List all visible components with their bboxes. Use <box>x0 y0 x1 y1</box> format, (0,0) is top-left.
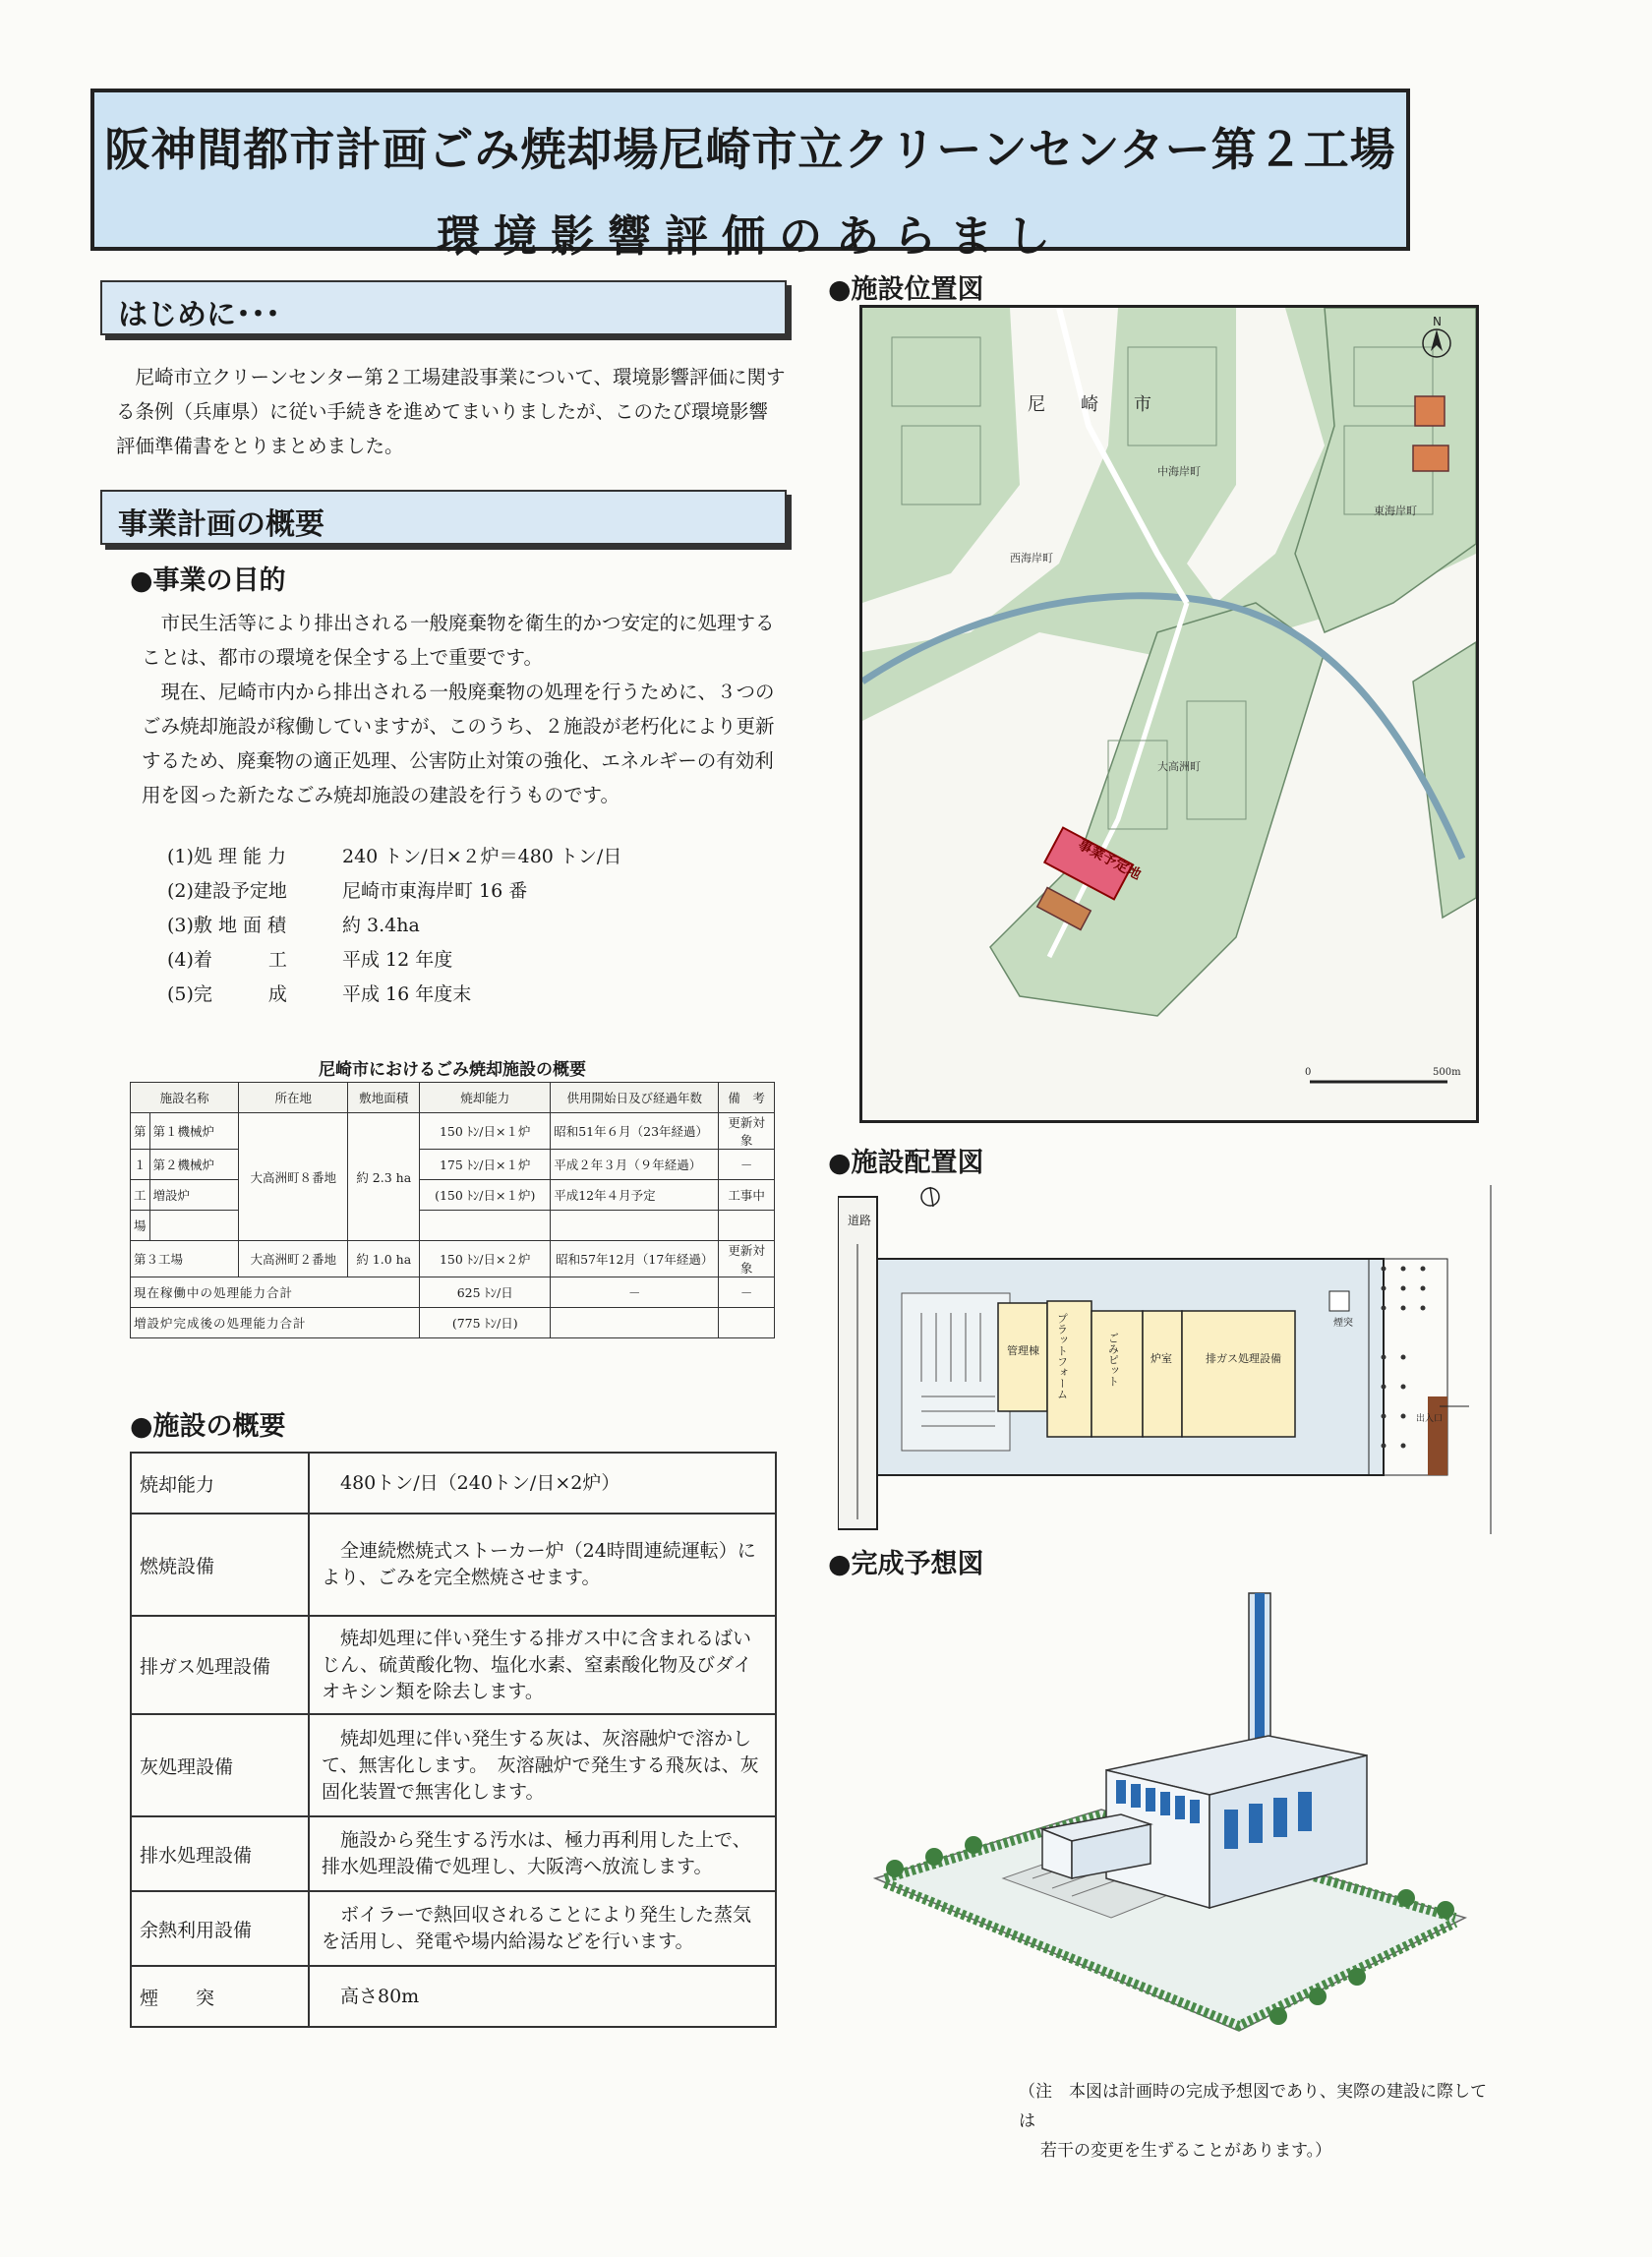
spec-value: 尼崎市東海岸町 16 番 <box>342 880 528 902</box>
map-place-label: 中海岸町 <box>1157 465 1201 478</box>
facility-label: 煙 突 <box>131 1966 309 2027</box>
facility-capacity: 150 ﾄﾝ/日×２炉 <box>420 1241 551 1277</box>
facility-label: 排ガス処理設備 <box>131 1616 309 1714</box>
building-illustration <box>856 1583 1485 2065</box>
spec-label: (2)建設予定地 <box>167 880 287 902</box>
facility-location: 大高洲町８番地 <box>239 1113 348 1241</box>
total-after-label: 増設炉完成後の処理能力合計 <box>131 1308 420 1338</box>
empty-cell <box>420 1211 551 1241</box>
facility-label: 余熱利用設備 <box>131 1891 309 1966</box>
layout-room-label: ごみピット <box>1106 1333 1120 1387</box>
facility-start: 昭和51年６月（23年経過） <box>551 1113 719 1150</box>
group-label: １ <box>131 1150 150 1180</box>
spec-row <box>167 911 718 945</box>
facility-note: 工事中 <box>719 1180 775 1211</box>
svg-text:500m: 500m <box>1433 1067 1461 1078</box>
facility-note: 更新対象 <box>719 1241 775 1277</box>
layout-graphic <box>838 1185 1497 1534</box>
layout-room-label: 出入口 <box>1416 1414 1444 1424</box>
map-graphic <box>862 308 1476 1120</box>
facility-value: 焼却処理に伴い発生する灰は、灰溶融炉で溶かして、無害化します。 灰溶融炉で発生する飛灰は、灰固化装置で無害化します。 <box>309 1714 776 1816</box>
group-label: 工 <box>131 1180 150 1211</box>
table-row <box>131 1180 775 1211</box>
facility-label: 灰処理設備 <box>131 1714 309 1816</box>
purpose-paragraph-2: 現在、尼崎市内から排出される一般廃棄物の処理を行うために、３つのごみ焼却施設が稼働していますが、このうち、２施設が老朽化により更新するため、廃棄物の適正処理、公害防止対策の強化、エネルギーの有効利用を図った新たなごみ焼却施設の建設を行うものです。 <box>142 681 775 806</box>
facility-label: 排水処理設備 <box>131 1816 309 1891</box>
header-cell: 所在地 <box>239 1083 348 1113</box>
empty-cell <box>551 1308 719 1338</box>
facility-capacity: (150 ﾄﾝ/日×１炉) <box>420 1180 551 1211</box>
facility-name: 第２機械炉 <box>149 1150 239 1180</box>
spec-label: (3)敷 地 面 積 <box>167 915 287 936</box>
facility-capacity: 150 ﾄﾝ/日×１炉 <box>420 1113 551 1150</box>
main-title: 阪神間都市計画ごみ焼却場尼崎市立クリーンセンター第２工場 <box>104 123 1396 176</box>
group-label: 場 <box>131 1211 150 1241</box>
table-row <box>131 1514 776 1616</box>
svg-text:N: N <box>1433 315 1442 328</box>
map-city-label: 尼 崎 市 <box>1028 394 1151 415</box>
existing-facilities-table <box>130 1082 775 1338</box>
purpose-body <box>142 606 787 812</box>
location-map <box>859 305 1479 1123</box>
spec-value: 240 トン/日×２炉＝480 トン/日 <box>342 846 622 867</box>
header-cell: 敷地面積 <box>348 1083 420 1113</box>
spec-list <box>167 842 718 1014</box>
facility-area: 約 2.3 ha <box>348 1113 420 1241</box>
building-render <box>856 1583 1485 2065</box>
table-row <box>131 1616 776 1714</box>
intro-text: 尼崎市立クリーンセンター第２工場建設事業について、環境影響評価に関する条例（兵庫県）に従い手続きを進めてまいりましたが、このたび環境影響評価準備書をとりまとめました。 <box>116 366 786 457</box>
existing-table-caption: 尼崎市におけるごみ焼却施設の概要 <box>319 1060 586 1080</box>
spec-label: (1)処 理 能 力 <box>167 846 287 867</box>
header-cell: 供用開始日及び経過年数 <box>551 1083 719 1113</box>
header-cell: 施設名称 <box>131 1083 239 1113</box>
facility-label: 燃焼設備 <box>131 1514 309 1616</box>
facility-heading: ●施設の概要 <box>130 1411 286 1442</box>
render-note <box>1019 2077 1491 2166</box>
map-site-label: 事業予定地 <box>1075 837 1144 883</box>
layout-room-label: 管理棟 <box>1007 1344 1039 1357</box>
facility-value: 480トン/日（240トン/日×2炉） <box>309 1453 776 1514</box>
empty-cell <box>719 1308 775 1338</box>
total-current-start: － <box>551 1277 719 1308</box>
svg-text:0: 0 <box>1305 1067 1312 1078</box>
facility-capacity: 175 ﾄﾝ/日×１炉 <box>420 1150 551 1180</box>
group-label: 第 <box>131 1113 150 1150</box>
table-row <box>131 1966 776 2027</box>
facility-location: 大高洲町２番地 <box>239 1241 348 1277</box>
empty-cell <box>149 1211 239 1241</box>
facility-name: 増設炉 <box>149 1180 239 1211</box>
sub-title: 環境影響評価のあらまし <box>437 211 1064 262</box>
facility-value: 全連続燃焼式ストーカー炉（24時間連続運転）により、ごみを完全燃焼させます。 <box>309 1514 776 1616</box>
facility-label: 焼却能力 <box>131 1453 309 1514</box>
spec-value: 約 3.4ha <box>342 915 420 936</box>
map-heading: ●施設位置図 <box>828 274 984 305</box>
title-banner <box>90 89 1410 262</box>
purpose-paragraph-1: 市民生活等により排出される一般廃棄物を衛生的かつ安定的に処理することは、都市の環境を保全する上で重要です。 <box>142 612 775 669</box>
spec-row <box>167 945 718 980</box>
layout-room-label: 煙突 <box>1333 1318 1353 1329</box>
empty-cell <box>719 1211 775 1241</box>
spec-row <box>167 876 718 911</box>
table-header-row <box>131 1083 775 1113</box>
spec-value: 平成 12 年度 <box>342 949 453 971</box>
table-row <box>131 1241 775 1277</box>
facility-start: 昭和57年12月（17年経過） <box>551 1241 719 1277</box>
total-after-value: (775 ﾄﾝ/日) <box>420 1308 551 1338</box>
layout-room-label: 炉室 <box>1150 1352 1172 1365</box>
empty-cell <box>551 1211 719 1241</box>
intro-heading: はじめに･･･ <box>100 280 787 335</box>
layout-room-label: プラットフォーム <box>1055 1313 1069 1399</box>
table-row <box>131 1816 776 1891</box>
table-row <box>131 1453 776 1514</box>
table-row <box>131 1211 775 1241</box>
spec-row <box>167 842 718 876</box>
facility-value: 施設から発生する汚水は、極力再利用した上で、排水処理設備で処理し、大阪湾へ放流します。 <box>309 1816 776 1891</box>
table-row <box>131 1277 775 1308</box>
spec-label: (5)完 成 <box>167 983 287 1005</box>
facility-value: 高さ80m <box>309 1966 776 2027</box>
facility-name: 第３工場 <box>131 1241 239 1277</box>
render-note-line-2: 若干の変更を生ずることがあります。） <box>1040 2141 1332 2161</box>
table-row <box>131 1714 776 1816</box>
layout-heading: ●施設配置図 <box>828 1148 984 1178</box>
map-place-label: 大高洲町 <box>1157 760 1201 773</box>
total-current-value: 625 ﾄﾝ/日 <box>420 1277 551 1308</box>
table-row <box>131 1891 776 1966</box>
facility-area: 約 1.0 ha <box>348 1241 420 1277</box>
table-row <box>131 1113 775 1150</box>
map-place-label: 西海岸町 <box>1010 552 1053 564</box>
facility-value: ボイラーで熱回収されることにより発生した蒸気を活用し、発電や場内給湯などを行います。 <box>309 1891 776 1966</box>
table-row <box>131 1150 775 1180</box>
table-row <box>131 1308 775 1338</box>
spec-value: 平成 16 年度末 <box>342 983 472 1005</box>
layout-room-label: 排ガス処理設備 <box>1206 1352 1281 1365</box>
compass-icon <box>921 1187 939 1207</box>
facility-note: － <box>719 1150 775 1180</box>
plan-heading: 事業計画の概要 <box>100 490 787 545</box>
layout-plan <box>838 1185 1497 1534</box>
facility-table <box>130 1452 777 2028</box>
header-cell: 焼却能力 <box>420 1083 551 1113</box>
render-heading: ●完成予想図 <box>828 1549 984 1579</box>
render-note-line-1: （注 本図は計画時の完成予想図であり、実際の建設に際しては <box>1019 2082 1487 2131</box>
spec-label: (4)着 工 <box>167 949 287 971</box>
road-label: 道路 <box>848 1214 872 1227</box>
facility-value: 焼却処理に伴い発生する排ガス中に含まれるばいじん、硫黄酸化物、塩化水素、窒素酸化物及びダイオキシン類を除去します。 <box>309 1616 776 1714</box>
map-place-label: 東海岸町 <box>1374 505 1417 517</box>
header-cell: 備 考 <box>719 1083 775 1113</box>
spec-row <box>167 980 718 1014</box>
facility-start: 平成12年４月予定 <box>551 1180 719 1211</box>
facility-note: 更新対象 <box>719 1113 775 1150</box>
purpose-heading: ●事業の目的 <box>130 565 286 596</box>
facility-name: 第１機械炉 <box>149 1113 239 1150</box>
facility-start: 平成２年３月（９年経過） <box>551 1150 719 1180</box>
total-current-label: 現在稼働中の処理能力合計 <box>131 1277 420 1308</box>
total-current-note: － <box>719 1277 775 1308</box>
